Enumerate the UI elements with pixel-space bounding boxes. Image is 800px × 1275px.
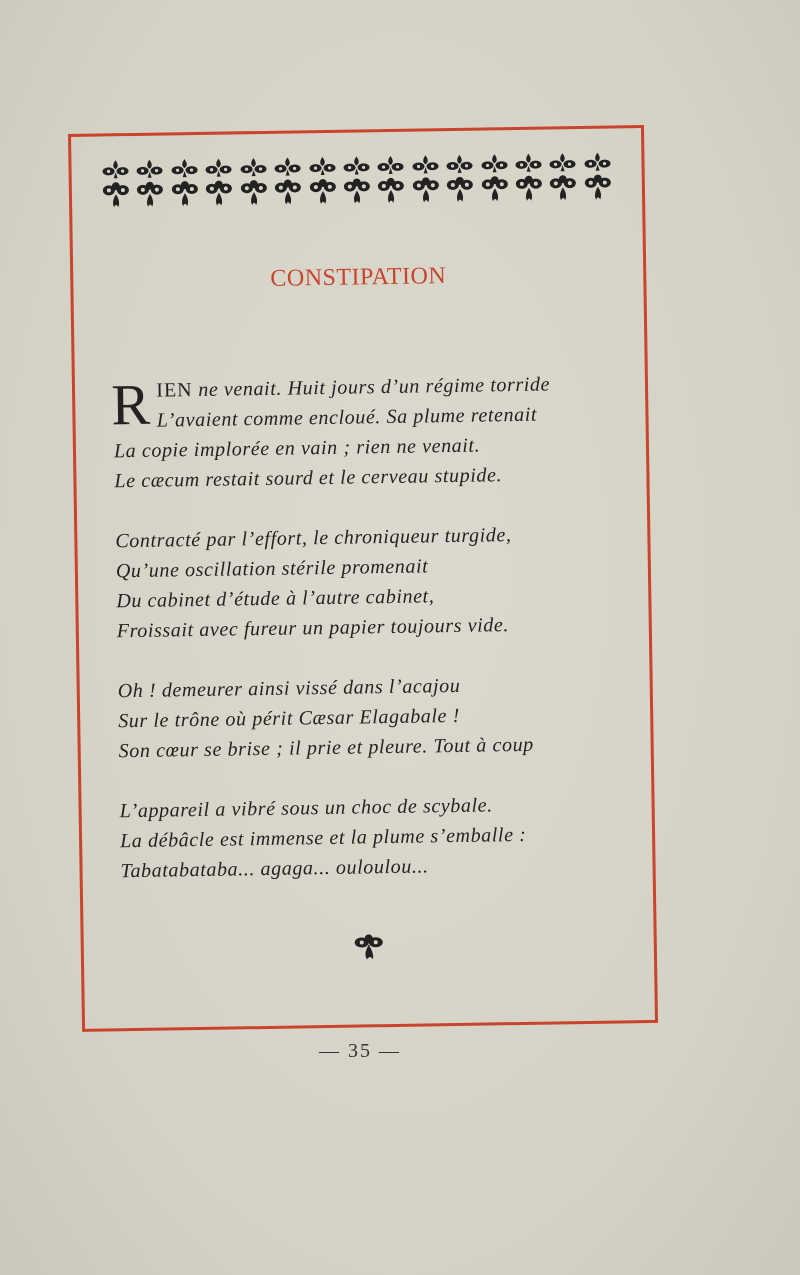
stanza-1 xyxy=(110,368,615,496)
fleuron-icon xyxy=(101,158,130,208)
fleuron-icon xyxy=(239,156,268,206)
poem-line: La copie implorée en vain ; rien ne venait. xyxy=(113,434,481,463)
ornament-band xyxy=(101,150,612,208)
tail-ornament xyxy=(84,928,654,972)
stanza-2 xyxy=(115,518,617,646)
poem-line: Du cabinet d’étude à l’autre cabinet, xyxy=(116,585,435,613)
stanza-3 xyxy=(118,668,619,766)
fleuron-icon xyxy=(342,154,371,204)
stanza-4 xyxy=(119,788,620,886)
fleuron-icon xyxy=(136,157,165,207)
first-word-rest: IEN xyxy=(156,379,193,402)
fleuron-icon xyxy=(170,157,199,207)
poem-line: Contracté par l’effort, le chroniqueur turgide, xyxy=(115,524,512,553)
red-border-frame xyxy=(68,125,658,1032)
poem-line: Froissait avec fureur un papier toujours vide. xyxy=(116,614,510,643)
fleuron-icon xyxy=(411,153,440,203)
poem-line: Oh ! demeurer ainsi vissé dans l’acajou xyxy=(117,674,461,703)
fleuron-icon xyxy=(273,155,302,205)
poem-line: Le cæcum restait sourd et le cerveau stupide. xyxy=(114,464,503,493)
fleuron-icon xyxy=(446,153,475,203)
poem-body xyxy=(110,368,621,916)
fleuron-icon xyxy=(583,150,612,200)
fleuron-icon xyxy=(352,932,387,968)
fleuron-icon xyxy=(308,155,337,205)
poem-title: CONSTIPATION xyxy=(270,263,447,292)
poem-line: L’appareil a vibré sous un choc de scybale. xyxy=(119,794,493,823)
poem-line: Qu’une oscillation stérile promenait xyxy=(115,555,429,583)
poem-line: Tabatabataba... agaga... ouloulou... xyxy=(120,855,429,883)
fleuron-icon xyxy=(205,156,234,206)
fleuron-icon xyxy=(377,154,406,204)
poem-line-text: ne venait. Huit jours d’un régime torride xyxy=(192,373,551,402)
poem-line: Son cœur se brise ; il prie et pleure. Tout à coup xyxy=(118,733,534,763)
fleuron-icon xyxy=(549,151,578,201)
poem-line: L’avaient comme encloué. Sa plume retenait xyxy=(156,403,538,432)
fleuron-icon xyxy=(480,152,509,202)
page-number: — 35 — xyxy=(319,1040,401,1062)
poem-line: Sur le trône où périt Cæsar Elagabale ! xyxy=(118,704,461,733)
poem-line: La débâcle est immense et la plume s’emballe : xyxy=(119,823,527,853)
drop-cap: R xyxy=(110,371,152,438)
fleuron-icon xyxy=(514,152,543,202)
